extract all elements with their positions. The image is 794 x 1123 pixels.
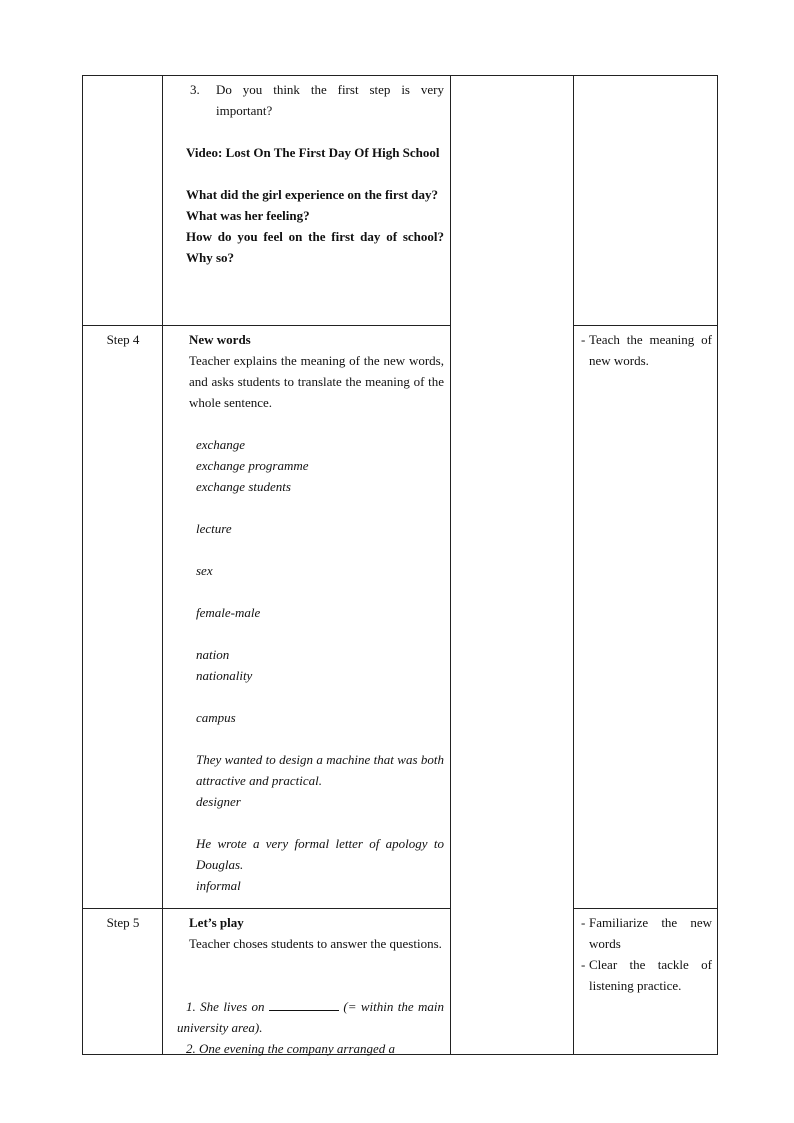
purpose-item — [581, 912, 712, 954]
col-divider-2 — [450, 75, 451, 1055]
vocab-word: exchange — [196, 437, 246, 452]
question-3 — [186, 79, 444, 121]
question-2-text: One evening the company arranged a — [199, 1041, 396, 1056]
step-4-label: Step 4 — [106, 332, 140, 347]
discussion-question: What was her feeling? — [186, 208, 310, 223]
table-right-border — [717, 75, 718, 1055]
vocab-word: lecture — [196, 521, 232, 536]
purpose-item — [581, 954, 712, 996]
discussion-question: How do you feel on the first day of school? Why so? — [186, 229, 444, 265]
example-sentence: He wrote a very formal letter of apology to Douglas. — [196, 836, 444, 872]
bullet-dash: - — [581, 915, 586, 930]
example-sentence: They wanted to design a machine that was both attractive and practical. — [196, 752, 444, 788]
row-divider-step5 — [82, 908, 450, 909]
vocab-word: nationality — [196, 668, 253, 683]
question-1-text-after: (= within the main university area). — [177, 999, 445, 1035]
vocab-word: campus — [196, 710, 236, 725]
bullet-dash: - — [581, 957, 586, 972]
purpose-text: Clear the tackle of listening practice. — [589, 957, 712, 993]
step5-intro: Teacher choses students to answer the questions. — [189, 936, 442, 951]
col-divider-3 — [573, 75, 574, 1055]
purpose-item — [581, 329, 712, 371]
step4-heading: New words — [189, 332, 251, 347]
row-divider-step5-right — [573, 908, 718, 909]
step5-purpose — [581, 912, 712, 996]
video-title: Video: Lost On The First Day Of High School — [186, 145, 440, 160]
question-2 — [177, 1038, 444, 1059]
question-3-number: 3. — [190, 82, 200, 97]
vocab-word: female-male — [196, 605, 261, 620]
vocab-word: informal — [196, 878, 241, 893]
vocab-word: designer — [196, 794, 241, 809]
step4-intro: Teacher explains the meaning of the new words, and asks students to translate the meaning of the whole sentence. — [189, 353, 444, 410]
section1-content — [186, 79, 444, 268]
table-top-border — [82, 75, 718, 76]
answer-blank — [269, 996, 339, 1011]
step5-heading: Let’s play — [189, 915, 244, 930]
vocab-word: nation — [196, 647, 230, 662]
vocab-word: exchange programme — [196, 458, 309, 473]
discussion-question: What did the girl experience on the first day? — [186, 187, 439, 202]
new-words-list — [189, 434, 444, 896]
vocab-word: exchange students — [196, 479, 291, 494]
step4-content — [189, 329, 444, 896]
purpose-text: Familiarize the new words — [589, 915, 712, 951]
purpose-text: Teach the meaning of new words. — [589, 332, 712, 368]
step5-questions — [177, 996, 444, 1059]
question-1-number: 1. — [186, 999, 196, 1014]
row-divider-step4 — [82, 325, 450, 326]
step4-purpose — [581, 329, 712, 371]
question-1 — [177, 996, 444, 1038]
question-2-number: 2. — [186, 1041, 196, 1056]
col-divider-1 — [162, 75, 163, 1055]
question-1-text-before: She lives on — [200, 999, 265, 1014]
vocab-word: sex — [196, 563, 213, 578]
row-divider-step4-right — [573, 325, 718, 326]
step5-content — [189, 912, 444, 954]
step-5-label: Step 5 — [106, 915, 140, 930]
bullet-dash: - — [581, 332, 586, 347]
table-left-border — [82, 75, 83, 1055]
question-3-text: Do you think the first step is very important? — [216, 82, 444, 118]
